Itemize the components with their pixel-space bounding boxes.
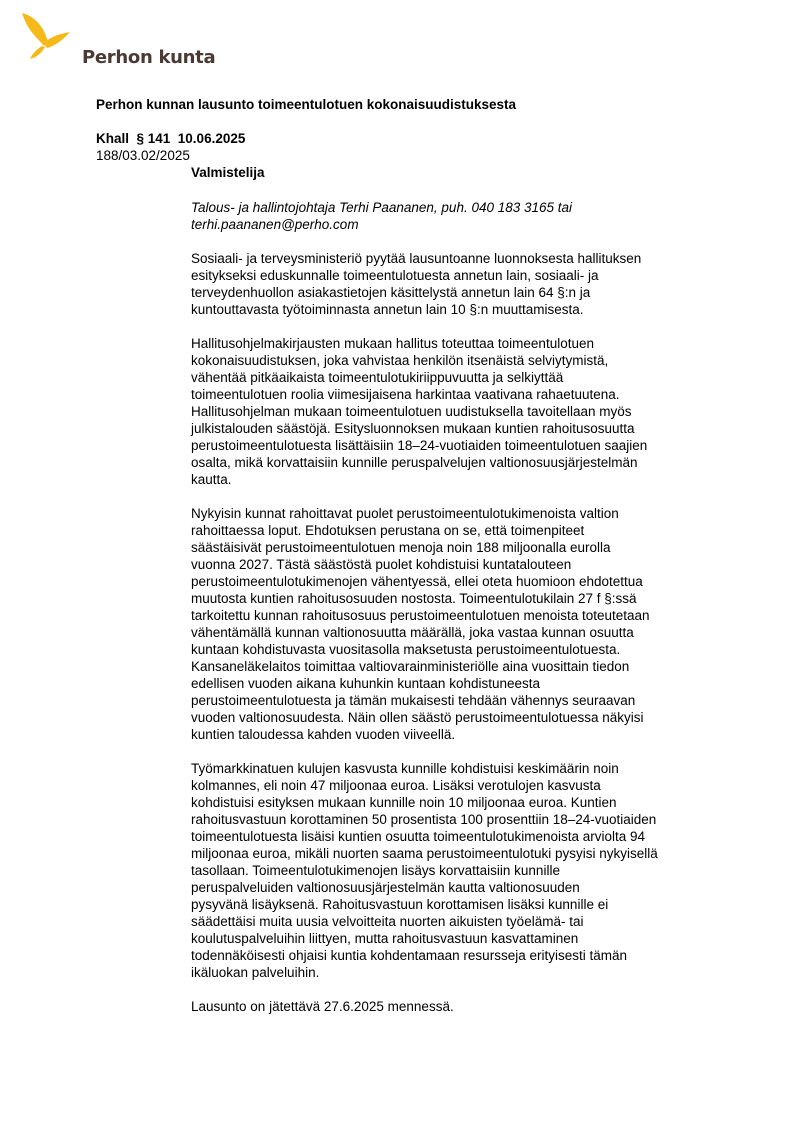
paragraph-line: kolmannes, eli noin 47 miljoonaa euroa. Lisäksi verotulojen kasvusta	[191, 778, 601, 793]
preparer-email[interactable]: terhi.paananen@perho.com	[191, 217, 359, 232]
section-heading: Valmistelija	[191, 165, 265, 180]
paragraph-line: peruspalveluiden valtionosuusjärjestelmän kautta valtionosuuden	[191, 880, 580, 895]
paragraph-line: koulutuspalveluihin liittyen, mutta rahoitusvastuun kasvattaminen	[191, 931, 579, 946]
body-paragraph	[191, 998, 711, 1015]
paragraph-line: vuoden valtionosuudesta. Näin ollen säästö perustoimeentulotuessa näkyisi	[191, 710, 644, 725]
paragraph-line: Työmarkkinatuen kulujen kasvusta kunnille kohdistuisi keskimäärin noin	[191, 761, 619, 776]
paragraph-line: toimeentulotuesta lisäisi kuntien osuutta toimeentulotukimenoista arviolta 94	[191, 829, 646, 844]
preparer-line: Talous- ja hallintojohtaja Terhi Paananen, puh. 040 183 3165 tai	[191, 200, 573, 215]
paragraph-line: tasollaan. Toimeentulotukimenojen lisäys korvattaisiin kunnille	[191, 863, 560, 878]
paragraph-line: pysyvänä lisäyksenä. Rahoitusvastuun korottamisen lisäksi kunnille ei	[191, 897, 609, 912]
paragraph-line: muutosta kuntien rahoitusosuuden nostosta. Toimeentulotukilain 27 f §:ssä	[191, 591, 637, 606]
paragraph-line: perustoimeentulotukimenojen vähentyessä, ellei oteta huomioon ehdotettua	[191, 574, 643, 589]
perho-logo	[20, 12, 216, 68]
meeting-reference: Khall § 141 10.06.2025	[96, 131, 246, 146]
logo-text: Perhon kunta	[82, 47, 216, 68]
paragraph-line: edellisen vuoden aikana kuhunkin kuntaan kohdistuneesta	[191, 676, 541, 691]
paragraph-line: kohdistuisi esityksen mukaan kunnille noin 10 miljoonaa euroa. Kuntien	[191, 795, 617, 810]
body-paragraph	[191, 505, 711, 743]
paragraph-line: esitykseksi eduskunnalle toimeentulotuesta annetun lain, sosiaali- ja	[191, 268, 599, 283]
paragraph-line: Hallitusohjelman mukaan toimeentulotuen uudistuksella tavoitellaan myös	[191, 404, 632, 419]
paragraph-line: toimeentulotuen roolia viimesijaisena harkintaa vaativana rahaetuutena.	[191, 387, 620, 402]
paragraph-line: vähentää pitkäaikaista toimeentulotukiriippuvuutta ja selkiyttää	[191, 370, 564, 385]
paragraph-line: rahoittaessa loput. Ehdotuksen perustana on se, että toimenpiteet	[191, 523, 585, 538]
paragraph-line: kuntouttavasta työtoiminnasta annetun lain 10 §:n muuttamisesta.	[191, 302, 584, 317]
paragraph-line: Lausunto on jätettävä 27.6.2025 mennessä.	[191, 999, 454, 1014]
paragraph-line: Kansaneläkelaitos toimittaa valtiovarainministeriölle aina vuosittain tiedon	[191, 659, 630, 674]
document-title: Perhon kunnan lausunto toimeentulotuen kokonaisuudistuksesta	[96, 97, 517, 112]
paragraph-line: ikäluokan palveluihin.	[191, 965, 320, 980]
paragraph-line: kuntaan kohdistuvasta vuositasolla maksetusta perustoimeentulotuesta.	[191, 642, 621, 657]
body-paragraph	[191, 335, 711, 488]
paragraph-line: kokonaisuudistuksen, joka vahvistaa henkilön itsenäistä selviytymistä,	[191, 353, 609, 368]
body-paragraph	[191, 760, 711, 981]
paragraph-line: terveydenhuollon asiakastietojen käsittelystä annetun lain 64 §:n ja	[191, 285, 591, 300]
paragraph-line: kuntien taloudessa kahden vuoden viiveellä.	[191, 727, 456, 742]
paragraph-line: vuonna 2027. Tästä säästöstä puolet kohdistuisi kuntatalouteen	[191, 557, 572, 572]
paragraph-line: tarkoitettu kunnan rahoitusosuus perustoimeentulotuen menoista toteutetaan	[191, 608, 650, 623]
paragraph-line: osalta, mikä korvattaisiin kunnille peruspalvelujen valtionosuusjärjestelmän	[191, 455, 638, 470]
paragraph-line: perustoimeentulotuesta lisättäisiin 18–24-vuotiaiden toimeentulotuen saajien	[191, 438, 648, 453]
butterfly-icon	[20, 12, 72, 60]
paragraph-line: säästäisivät perustoimeentulotuen menoja noin 188 miljoonalla eurolla	[191, 540, 611, 555]
document-body	[191, 199, 711, 1032]
paragraph-line: Sosiaali- ja terveysministeriö pyytää lausuntoanne luonnoksesta hallituksen	[191, 251, 642, 266]
paragraph-line: Hallitusohjelmakirjausten mukaan hallitus toteuttaa toimeentulotuen	[191, 336, 594, 351]
paragraph-line: rahoitusvastuun korottaminen 50 prosentista 100 prosenttiin 18–24-vuotiaiden	[191, 812, 657, 827]
paragraph-line: julkistalouden säästöjä. Esitysluonnoksen mukaan kuntien rahoitusosuutta	[191, 421, 635, 436]
paragraph-line: Nykyisin kunnat rahoittavat puolet perustoimeentulotukimenoista valtion	[191, 506, 619, 521]
body-paragraphs	[191, 250, 711, 1015]
paragraph-line: miljoonaa euroa, mikäli nuorten saama perustoimeentulotuki pysyisi nykyisellä	[191, 846, 658, 861]
paragraph-line: todennäköisesti ohjaisi kuntia kohdentamaan resursseja erityisesti tämän	[191, 948, 627, 963]
body-paragraph	[191, 250, 711, 318]
diary-number: 188/03.02/2025	[96, 148, 190, 163]
paragraph-line: perustoimeentulotuesta ja tämän mukaisesti tehdään vähennys seuraavan	[191, 693, 636, 708]
paragraph-line: kautta.	[191, 472, 232, 487]
paragraph-line: vähentämällä kunnan valtionosuutta määrällä, joka vastaa kunnan osuutta	[191, 625, 634, 640]
paragraph-line: säädettäisi muita uusia velvoitteita nuorten aikuisten työelämä- tai	[191, 914, 584, 929]
preparer-info	[191, 199, 711, 233]
